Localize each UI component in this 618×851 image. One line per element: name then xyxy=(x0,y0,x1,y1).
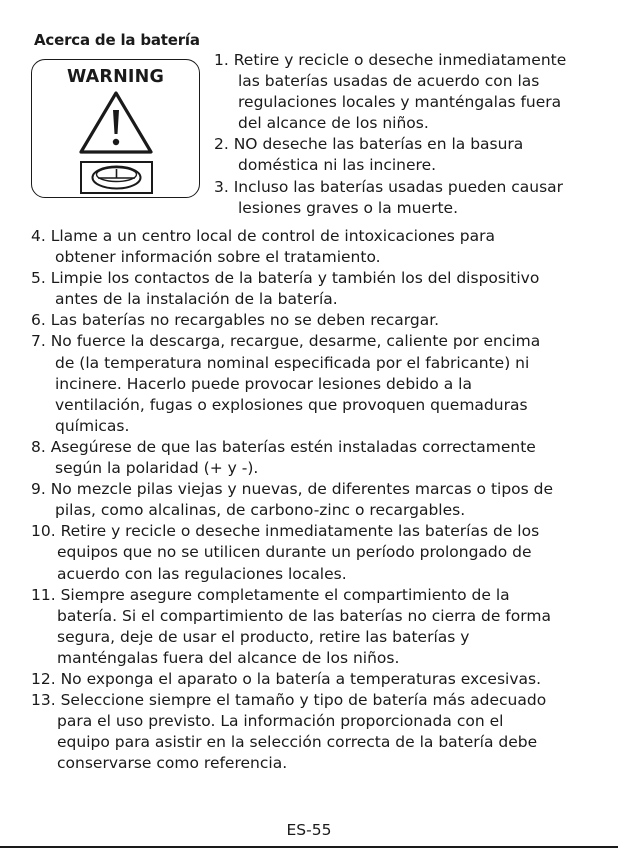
list-item: 8. Asegúrese de que las baterías estén instaladas correctamente según la polaridad (+ y -). xyxy=(31,437,536,478)
list-item: 1. Retire y recicle o deseche inmediatamente las baterías usadas de acuerdo con las regulaciones locales y manténgalas fuera del alcance de los niños. xyxy=(214,51,567,133)
list-item: 7. No fuerce la descarga, recargue, desarme, caliente por encima de (la temperatura nominal especificada por el fabricante) ni incinere. Hacerlo puede provocar lesiones debido a la ventilación, fugas o explosiones que provoquen quemaduras químicas. xyxy=(31,332,541,435)
list-item: 3. Incluso las baterías usadas pueden causar lesiones graves o la muerte. xyxy=(214,177,564,217)
list-item: 6. Las baterías no recargables no se deben recargar. xyxy=(31,311,440,330)
list-item: 11. Siempre asegure completamente el compartimiento de la batería. Si el compartimiento de las baterías no cierra de forma segura, deje de usar el producto, retire las baterías y manténgalas fuera del alcance de los niños. xyxy=(31,585,551,667)
list-item: 9. No mezcle pilas viejas y nuevas, de diferentes marcas o tipos de pilas, como alcalinas, de carbono-zinc o recargables. xyxy=(31,480,554,520)
warning-box xyxy=(31,59,200,198)
warning-triangle-icon xyxy=(81,93,151,152)
footer-rule xyxy=(0,846,618,848)
list-item: 13. Seleccione siempre el tamaño y tipo de batería más adecuado para el uso previsto. La información proporcionada con el equipo para asistir en la selección correcta de la batería debe conservarse como referencia. xyxy=(31,691,547,773)
list-item: 5. Limpie los contactos de la batería y también los del dispositivo antes de la instalación de la batería. xyxy=(31,269,540,309)
list-item: 2. NO deseche las baterías en la basura doméstica ni las incinere. xyxy=(214,135,524,175)
warning-list-top xyxy=(214,50,566,219)
list-item: 4. Llame a un centro local de control de intoxicaciones para obtener información sobre el tratamiento. xyxy=(31,227,496,267)
list-item: 12. No exponga el aparato o la batería a temperaturas excesivas. xyxy=(31,669,542,688)
list-item: 10. Retire y recicle o deseche inmediatamente las baterías de los equipos que no se utilicen durante un período prolongado de acuerdo con las regulaciones locales. xyxy=(31,522,540,583)
coin-battery-icon xyxy=(81,162,152,193)
warning-list-main xyxy=(31,226,553,774)
warning-label: WARNING xyxy=(66,67,165,87)
section-title: Acerca de la batería xyxy=(34,31,200,49)
warning-graphic xyxy=(32,60,201,199)
page-number: ES-55 xyxy=(286,821,332,839)
